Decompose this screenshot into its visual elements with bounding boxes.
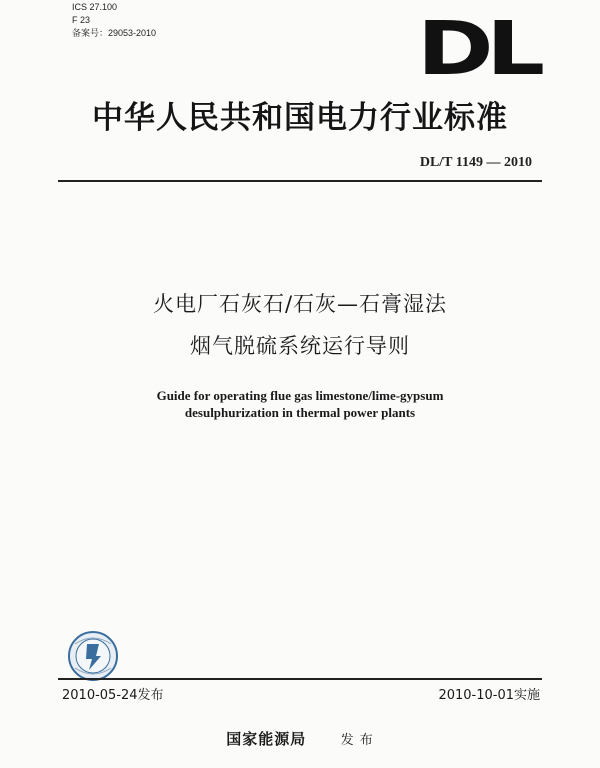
effective-date: 2010-10-01实施 — [438, 688, 540, 703]
standard-heading: 中华人民共和国电力行业标准 — [92, 100, 508, 136]
china-electric-power-press-seal-icon — [67, 630, 119, 682]
standard-number: DL/T 1149 — 2010 — [419, 155, 532, 170]
publish-date: 2010-05-24发布 — [62, 688, 164, 703]
title-en-line1: Guide for operating flue gas limestone/lime-gypsum — [156, 388, 444, 403]
issuer-action: 发 布 — [340, 733, 374, 748]
dl-logo: DL — [417, 6, 538, 92]
divider-rule — [58, 180, 542, 182]
issuer-line — [0, 728, 600, 749]
footer-rule — [58, 678, 542, 680]
title-en-line2: desulphurization in thermal power plants — [184, 405, 416, 420]
title-cn-line2: 烟气脱硫系统运行导则 — [190, 334, 410, 358]
title-cn-line1: 火电厂石灰石/石灰—石膏湿法 — [152, 292, 448, 316]
issuer-name: 国家能源局 — [226, 730, 307, 748]
ics-code: ICS 27.100 — [72, 2, 118, 12]
filing-number: 备案号：29053-2010 — [72, 28, 157, 38]
classification-code: F 23 — [72, 15, 91, 25]
